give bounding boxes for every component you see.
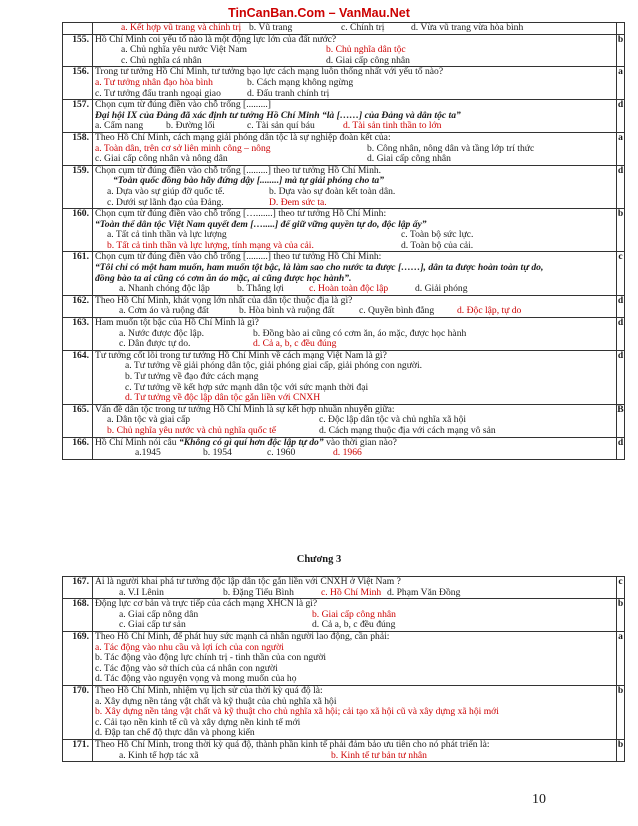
question-number: 156. bbox=[63, 67, 93, 100]
option-a: a. Kết hợp vũ trang và chính trị bbox=[121, 22, 242, 33]
option-d: d. Tư tưởng về độc lập dân tộc gắn liền với CNXH bbox=[125, 393, 321, 404]
option-b: b. Chủ nghĩa yêu nước và chủ nghĩa quốc tế bbox=[107, 424, 277, 436]
question-number: 169. bbox=[63, 631, 93, 685]
chapter-heading: Chương 3 bbox=[296, 554, 342, 565]
option-c: c. Giai cấp công nhân và nông dân bbox=[95, 153, 228, 165]
option-a: a. Dân tộc và giai cấp bbox=[107, 414, 191, 426]
table-row bbox=[63, 577, 625, 599]
option-c: c. 1960 bbox=[267, 447, 296, 459]
table-row bbox=[63, 631, 625, 685]
option-a: a. Nước được độc lập. bbox=[119, 327, 205, 339]
question-text: Chọn cụm từ đúng điền vào chỗ trống [.........] theo tư tưởng Hồ Chí Minh: bbox=[95, 252, 382, 263]
question-text: Động lực cơ bản và trực tiếp của cách mạng XHCN là gì? bbox=[95, 599, 318, 610]
question-number: 159. bbox=[63, 165, 93, 208]
table-row bbox=[63, 100, 625, 133]
option-b: b. Dựa vào sự đoàn kết toàn dân. bbox=[269, 185, 396, 197]
option-a: a. Chủ nghĩa yêu nước Việt Nam bbox=[121, 44, 247, 56]
option-c: c. Dưới sự lãnh đạo của Đảng. bbox=[107, 196, 224, 208]
question-number: 171. bbox=[63, 739, 93, 761]
answer-key: b bbox=[617, 209, 625, 252]
question-number: 160. bbox=[63, 209, 93, 252]
question-quote: “Không có gì quí hơn độc lập tự do” bbox=[178, 437, 324, 448]
answer-key: d bbox=[617, 350, 625, 404]
table-row bbox=[63, 34, 625, 67]
table-row bbox=[63, 295, 625, 317]
question-number: 167. bbox=[63, 577, 93, 599]
option-b: b. Công nhân, nông dân và tầng lớp trí thức bbox=[367, 142, 535, 154]
question-text: Theo Hồ Chí Minh, trong thời kỳ quá độ, thành phần kinh tế phải đảm bảo ưu tiên cho nó phát triển là: bbox=[95, 739, 490, 750]
question-number: 158. bbox=[63, 132, 93, 165]
option-d: d. Toàn bộ của cải. bbox=[401, 239, 474, 251]
table-row bbox=[63, 165, 625, 208]
question-text: Chọn cụm từ đúng điền vào chỗ trống [….......] theo tư tưởng Hồ Chí Minh: bbox=[95, 209, 387, 220]
question-number: 165. bbox=[63, 404, 93, 437]
option-a: a. V.I Lênin bbox=[119, 586, 164, 598]
option-b: b. Thắng lợi bbox=[237, 283, 284, 295]
option-a: a. Giai cấp nông dân bbox=[119, 608, 199, 620]
question-text: Chọn cụm từ đúng điền vào chỗ trống [.........] theo tư tưởng Hồ Chí Minh. bbox=[95, 165, 382, 176]
question-text: Theo Hồ Chí Minh, để phát huy sức mạnh cả nhân người lao động, cần phải: bbox=[95, 631, 390, 642]
option-b: b. Xây dựng nền tảng vật chất và kỹ thuật cho chủ nghĩa xã hội; cải tạo xã hội cũ và xây dựng xã hội mới bbox=[95, 707, 499, 718]
option-c: c. Tác động vào sở thích của cá nhân con người bbox=[95, 663, 278, 674]
option-b: b. Chủ nghĩa dân tộc bbox=[326, 44, 406, 56]
table-row bbox=[63, 23, 625, 35]
question-text: Ai là người khai phá tư tưởng độc lập dân tộc gắn liền với CNXH ở Việt Nam ? bbox=[95, 577, 401, 587]
question-number: 162. bbox=[63, 295, 93, 317]
option-b: b. Kinh tế tư bản tư nhân bbox=[331, 749, 427, 761]
option-d: d. Đấu tranh chính trị bbox=[247, 87, 330, 99]
option-a: a. Tư tưởng nhân đạo hòa bình bbox=[95, 76, 213, 88]
page-number: 10 bbox=[532, 792, 546, 807]
question-number: 161. bbox=[63, 252, 93, 295]
question-text: Hồ Chí Minh coi yếu tố nào là một động lực lớn của đất nước? bbox=[95, 34, 337, 45]
option-b: b. Đường lối bbox=[166, 120, 215, 132]
question-text: Theo Hồ Chí Minh, khát vọng lớn nhất của dân tộc thuộc địa là gì? bbox=[95, 295, 353, 306]
option-d: d. Phạm Văn Đồng bbox=[387, 586, 461, 598]
option-c: c. Chính trị bbox=[341, 22, 385, 33]
question-number: 164. bbox=[63, 350, 93, 404]
question-quote-cont: đồng bào ta ai cũng có cơm ăn áo mặc, ai cũng được học hành”. bbox=[95, 273, 352, 284]
option-a: a. Nhanh chóng độc lập bbox=[119, 283, 210, 295]
option-b: b. Tác động vào động lực chính trị - tinh thần của con người bbox=[95, 653, 327, 664]
table-row bbox=[63, 599, 625, 632]
option-a: a. Tất cả tinh thần và lực lượng bbox=[107, 229, 227, 241]
option-b: b. Đặng Tiểu Bình bbox=[223, 586, 294, 598]
option-b: b. Giai cấp công nhân bbox=[312, 608, 396, 620]
table-row bbox=[63, 318, 625, 351]
site-header: TinCanBan.Com – VanMau.Net bbox=[228, 6, 410, 20]
question-quote: Đại hội IX của Đảng đã xác định tư tưởng Hồ Chí Minh “là [……] của Đảng và dân tộc ta” bbox=[95, 110, 461, 121]
option-d: d. Giai cấp công nhân bbox=[367, 153, 451, 165]
option-b: b. Cách mạng không ngừng bbox=[247, 76, 354, 88]
option-c: c. Giai cấp tư sản bbox=[119, 619, 186, 631]
answer-key: a bbox=[617, 631, 625, 685]
option-a: a.1945 bbox=[135, 447, 161, 459]
table-row bbox=[63, 132, 625, 165]
question-text: Chọn cụm từ đúng điền vào chỗ trống [.........] bbox=[95, 100, 271, 111]
option-d: d. 1966 bbox=[333, 447, 362, 459]
table-row bbox=[63, 350, 625, 404]
question-number: 166. bbox=[63, 437, 93, 459]
answer-key: d bbox=[617, 318, 625, 351]
question-number: 170. bbox=[63, 685, 93, 739]
question-number: 163. bbox=[63, 318, 93, 351]
table-row bbox=[63, 252, 625, 295]
option-d: d. Cách mạng thuộc địa với cách mạng vô sản bbox=[319, 424, 496, 436]
table-row bbox=[63, 739, 625, 761]
answer-key: d bbox=[617, 100, 625, 133]
option-b: b. 1954 bbox=[203, 447, 232, 459]
option-a: a. Tư tưởng về giải phóng dân tộc, giải phóng giai cấp, giải phóng con người. bbox=[125, 361, 423, 372]
option-c: c. Chủ nghĩa cá nhân bbox=[121, 54, 202, 66]
question-number: 157. bbox=[63, 100, 93, 133]
option-c: c. Toàn bộ sức lực. bbox=[401, 229, 474, 241]
option-d: d. Giải phóng bbox=[415, 283, 468, 295]
question-text: Tư tưởng cốt lõi trong tư tưởng Hồ Chí Minh về cách mạng Việt Nam là gì? bbox=[95, 350, 387, 361]
option-a: a. Xây dựng nền tảng vật chất và kỹ thuật của chủ nghĩa xã hội bbox=[95, 696, 337, 707]
question-quote: “Toàn quốc đồng bào hãy đứng dậy [........] mà tự giải phóng cho ta” bbox=[113, 176, 384, 187]
question-text: Theo Hồ Chí Minh, nhiệm vụ lịch sử của thời kỳ quá độ là: bbox=[95, 685, 323, 696]
option-d: d. Cả a, b, c đều đúng bbox=[312, 619, 396, 631]
answer-key: a bbox=[617, 132, 625, 165]
answer-key: d bbox=[617, 295, 625, 317]
option-c: c. Tư tưởng đấu tranh ngoại giao bbox=[95, 87, 221, 99]
option-c: c. Dân được tự do. bbox=[119, 338, 191, 350]
answer-key: c bbox=[617, 577, 625, 599]
question-table-chapter-2 bbox=[62, 22, 625, 460]
answer-key: c bbox=[617, 252, 625, 295]
option-a: a. Cơm áo và ruộng đất bbox=[119, 305, 209, 317]
answer-key: b bbox=[617, 685, 625, 739]
question-number: 168. bbox=[63, 599, 93, 632]
table-row bbox=[63, 67, 625, 100]
answer-key: b bbox=[617, 599, 625, 632]
table-row bbox=[63, 437, 625, 459]
question-quote: “Tôi chỉ có một ham muốn, ham muốn tột bậc, là làm sao cho nước ta được [……], dân ta được hoàn toàn tự do, bbox=[95, 263, 544, 274]
question-text: Theo Hồ Chí Minh, cách mạng giải phóng dân tộc là sự nghiệp đoàn kết của: bbox=[95, 132, 391, 143]
option-a: a. Cẩm nang bbox=[95, 120, 144, 132]
option-c: c. Hoàn toàn độc lập bbox=[309, 283, 389, 295]
option-a: a. Kinh tế hợp tác xã bbox=[119, 749, 199, 761]
question-text: Vấn đề dân tộc trong tư tưởng Hồ Chí Minh là sự kết hợp nhuần nhuyễn giữa: bbox=[95, 404, 395, 415]
option-d: d. Giai cấp công nhân bbox=[326, 54, 410, 66]
option-a: a. Toàn dân, trên cơ sở liên minh công – nông bbox=[95, 142, 271, 154]
answer-key: a bbox=[617, 67, 625, 100]
answer-key: d bbox=[617, 165, 625, 208]
option-d: d. Độc lập, tự do bbox=[457, 305, 522, 317]
option-b: b. Vũ trang bbox=[249, 22, 293, 33]
option-d: d. Vừa vũ trang vừa hòa bình bbox=[411, 22, 524, 33]
option-c: c. Độc lập dân tộc và chủ nghĩa xã hội bbox=[319, 414, 467, 426]
answer-key: d bbox=[617, 437, 625, 459]
option-b: b. Đồng bào ai cũng có cơm ăn, áo mặc, được học hành bbox=[253, 327, 467, 339]
question-text: Hồ Chí Minh nói câu “Không có gì quí hơn độc lập tự do” vào thời gian nào? bbox=[95, 437, 397, 448]
option-c: c. Tài sản quí báu bbox=[247, 120, 315, 132]
question-number: 155. bbox=[63, 34, 93, 67]
option-c: c. Cải tạo nền kinh tế cũ và xây dựng nền kinh tế mới bbox=[95, 717, 301, 728]
option-d: D. Đem sức ta. bbox=[269, 196, 327, 208]
question-quote: “Toàn thể dân tộc Việt Nam quyết đem [….....] để giữ vững quyền tự do, độc lập ấy” bbox=[95, 219, 427, 230]
option-d: d. Đập tan chế độ thực dân và phong kiến bbox=[95, 728, 255, 739]
option-b: b. Tư tưởng về đạo đức cách mạng bbox=[125, 372, 259, 382]
question-table-chapter-3 bbox=[62, 576, 625, 762]
option-a: a. Tác động vào nhu cầu và lợi ích của con người bbox=[95, 642, 284, 653]
option-d: d. Tài sản tinh thần to lớn bbox=[343, 120, 442, 132]
option-b: b. Tất cả tinh thần và lực lượng, tính mạng và của cải. bbox=[107, 239, 314, 251]
question-text: Ham muốn tột bậc của Hồ Chí Minh là gì? bbox=[95, 318, 259, 329]
table-row bbox=[63, 209, 625, 252]
option-c: c. Tư tưởng về kết hợp sức mạnh dân tộc với sức mạnh thời đại bbox=[125, 382, 369, 393]
table-row bbox=[63, 404, 625, 437]
option-b: b. Hòa bình và ruộng đất bbox=[239, 305, 335, 317]
table-row bbox=[63, 685, 625, 739]
answer-key: b bbox=[617, 34, 625, 67]
answer-key: B bbox=[617, 404, 625, 437]
option-d: d. Cả a, b, c đều đúng bbox=[253, 338, 337, 350]
answer-key: b bbox=[617, 739, 625, 761]
option-c: c. Quyền bình đẳng bbox=[359, 305, 435, 317]
option-c: c. Hồ Chí Minh bbox=[321, 586, 382, 598]
question-text: Trong tư tưởng Hồ Chí Minh, tư tưởng bạo lực cách mạng luôn thống nhất với yếu tố nào? bbox=[95, 67, 444, 78]
options-q154 bbox=[95, 23, 614, 34]
option-a: a. Dựa vào sự giúp đỡ quốc tế. bbox=[107, 185, 225, 197]
option-d: d. Tác động vào nguyện vọng và mong muốn của họ bbox=[95, 674, 297, 685]
